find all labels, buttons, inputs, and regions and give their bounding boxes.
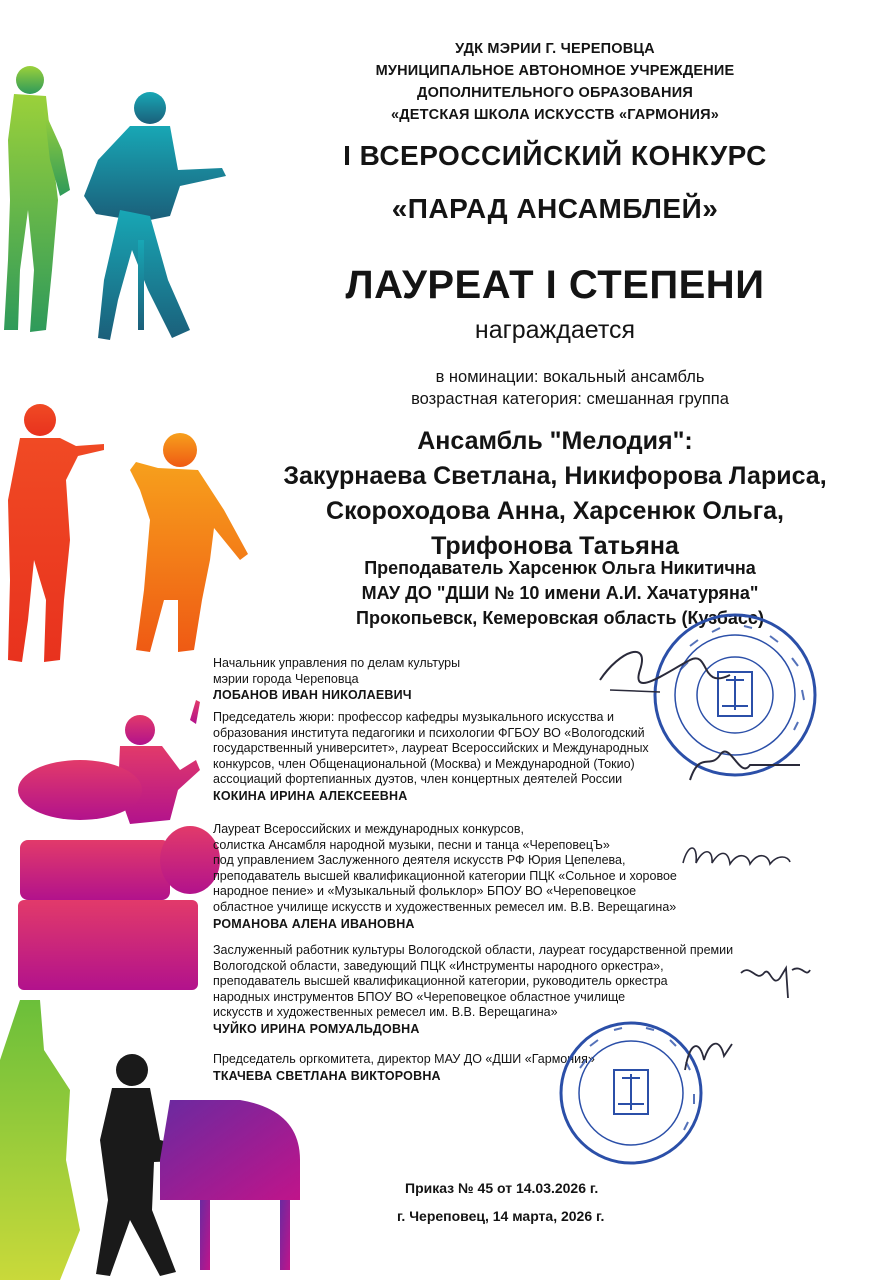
jury-5-line-1: Председатель оргкомитета, директор МАУ ДО «ДШИ «Гармония» bbox=[213, 1052, 595, 1066]
award-title: ЛАУРЕАТ I СТЕПЕНИ bbox=[345, 263, 765, 307]
nomination-block bbox=[300, 366, 840, 410]
double-bass-silhouette bbox=[0, 1000, 80, 1280]
drummer-silhouette bbox=[18, 700, 220, 990]
members-line-2: Скороходова Анна, Харсенюк Ольга, bbox=[326, 497, 784, 525]
jury-4-line-4: народных инструментов БПОУ ВО «Череповецкое областное училище bbox=[213, 989, 626, 1004]
jury-3-line-1: Лауреат Всероссийских и международных конкурсов, bbox=[213, 822, 524, 836]
jury-4-line-1: Заслуженный работник культуры Вологодской области, лауреат государственной премии bbox=[213, 943, 734, 957]
recipient-block bbox=[230, 424, 880, 564]
organization-line-1: УДК МЭРИИ Г. ЧЕРЕПОВЦА bbox=[455, 41, 655, 57]
jury-1-line-1: Начальник управления по делам культуры bbox=[213, 656, 461, 670]
jury-3-line-5: народное пение» и «Музыкальный фольклор» БПОУ ВО «Череповецкое bbox=[213, 884, 637, 899]
jury-4-name: ЧУЙКО ИРИНА РОМУАЛЬДОВНА bbox=[213, 1021, 420, 1036]
jury-3-line-3: под управлением Заслуженного деятеля искусств РФ Юрия Цепелева, bbox=[213, 853, 626, 868]
jury-2-line-4: конкурсов, член Общенациональной (Москва) и Международной (Токио) bbox=[213, 756, 635, 771]
jury-3-line-2: солистка Ансамбля народной музыки, песни и танца «ЧереповецЪ» bbox=[213, 837, 610, 852]
signature-chuyko bbox=[736, 958, 816, 1008]
organization-line-4: «ДЕТСКАЯ ШКОЛА ИСКУССТВ «ГАРМОНИЯ» bbox=[390, 107, 720, 123]
contest-title-line-2: «ПАРАД АНСАМБЛЕЙ» bbox=[391, 193, 719, 224]
jury-3-name: РОМАНОВА АЛЕНА ИВАНОВНА bbox=[213, 916, 415, 931]
grand-piano-silhouette bbox=[160, 1100, 300, 1270]
age-category-text: возрастная категория: смешанная группа bbox=[411, 390, 729, 408]
teacher-name: Преподаватель Харсенюк Ольга Никитична bbox=[364, 558, 756, 578]
members-line-1: Закурнаева Светлана, Никифорова Лариса, bbox=[283, 462, 827, 490]
jury-2-line-1: Председатель жюри: профессор кафедры музыкального искусства и bbox=[213, 710, 614, 724]
ensemble-name: Ансамбль "Мелодия": bbox=[417, 427, 693, 455]
contest-title-line-1: I ВСЕРОССИЙСКИЙ КОНКУРС bbox=[343, 140, 767, 171]
awarded-text: награждается bbox=[474, 316, 636, 344]
organization-line-3: ДОПОЛНИТЕЛЬНОГО ОБРАЗОВАНИЯ bbox=[417, 85, 693, 101]
jury-3-line-6: областное училище искусств и художественных ремесел им. В.В. Верещагина» bbox=[213, 899, 677, 914]
jury-3-line-4: преподаватель высшей квалификационной категории ПЦК «Сольное и хоровое bbox=[213, 868, 677, 883]
members-line-3: Трифонова Татьяна bbox=[431, 532, 679, 560]
nomination-text: в номинации: вокальный ансамбль bbox=[435, 368, 705, 386]
school-name: МАУ ДО "ДШИ № 10 имени А.И. Хачатуряна" bbox=[361, 583, 759, 603]
order-number: Приказ № 45 от 14.03.2026 г. bbox=[405, 1180, 599, 1196]
signature-tkacheva bbox=[680, 1030, 740, 1080]
organization-line-2: МУНИЦИПАЛЬНОЕ АВТОНОМНОЕ УЧРЕЖДЕНИЕ bbox=[375, 63, 735, 79]
location-text: Прокопьевск, Кемеровская область (Кузбасс) bbox=[356, 608, 764, 628]
city-date: г. Череповец, 14 марта, 2026 г. bbox=[397, 1208, 605, 1224]
guitarist-silhouette bbox=[84, 92, 226, 340]
signature-romanova bbox=[678, 838, 798, 878]
jury-2-line-2: образования института педагогики и психологии ФГБОУ ВО «Вологодский bbox=[213, 725, 645, 740]
signature-scribbles-upper bbox=[590, 630, 810, 800]
organization-header bbox=[230, 38, 880, 126]
jury-4-line-5: искусств и художественных ремесел им. В.В. Верещагина» bbox=[213, 1005, 558, 1020]
saxophonist-silhouette bbox=[4, 66, 70, 332]
jury-2-line-3: государственный университет», лауреат Всероссийских и Международных bbox=[213, 741, 649, 756]
jury-1-line-2: мэрии города Череповца bbox=[213, 671, 359, 686]
jury-5-name: ТКАЧЕВА СВЕТЛАНА ВИКТОРОВНА bbox=[213, 1068, 441, 1083]
jury-4-line-2: Вологодской области, заведующий ПЦК «Инструменты народного оркестра», bbox=[213, 958, 664, 973]
jury-2-name: КОКИНА ИРИНА АЛЕКСЕЕВНА bbox=[213, 788, 408, 803]
jury-4-line-3: преподаватель высшей квалификационной категории, руководитель оркестра bbox=[213, 974, 668, 989]
musician-silhouettes-illustration bbox=[0, 0, 300, 1280]
jury-2-line-5: ассоциаций фортепианных дуэтов, член концертных деятелей России bbox=[213, 772, 623, 787]
jury-entry-4 bbox=[213, 943, 813, 1038]
flutist-silhouette bbox=[8, 404, 104, 662]
jury-1-name: ЛОБАНОВ ИВАН НИКОЛАЕВИЧ bbox=[213, 688, 412, 703]
